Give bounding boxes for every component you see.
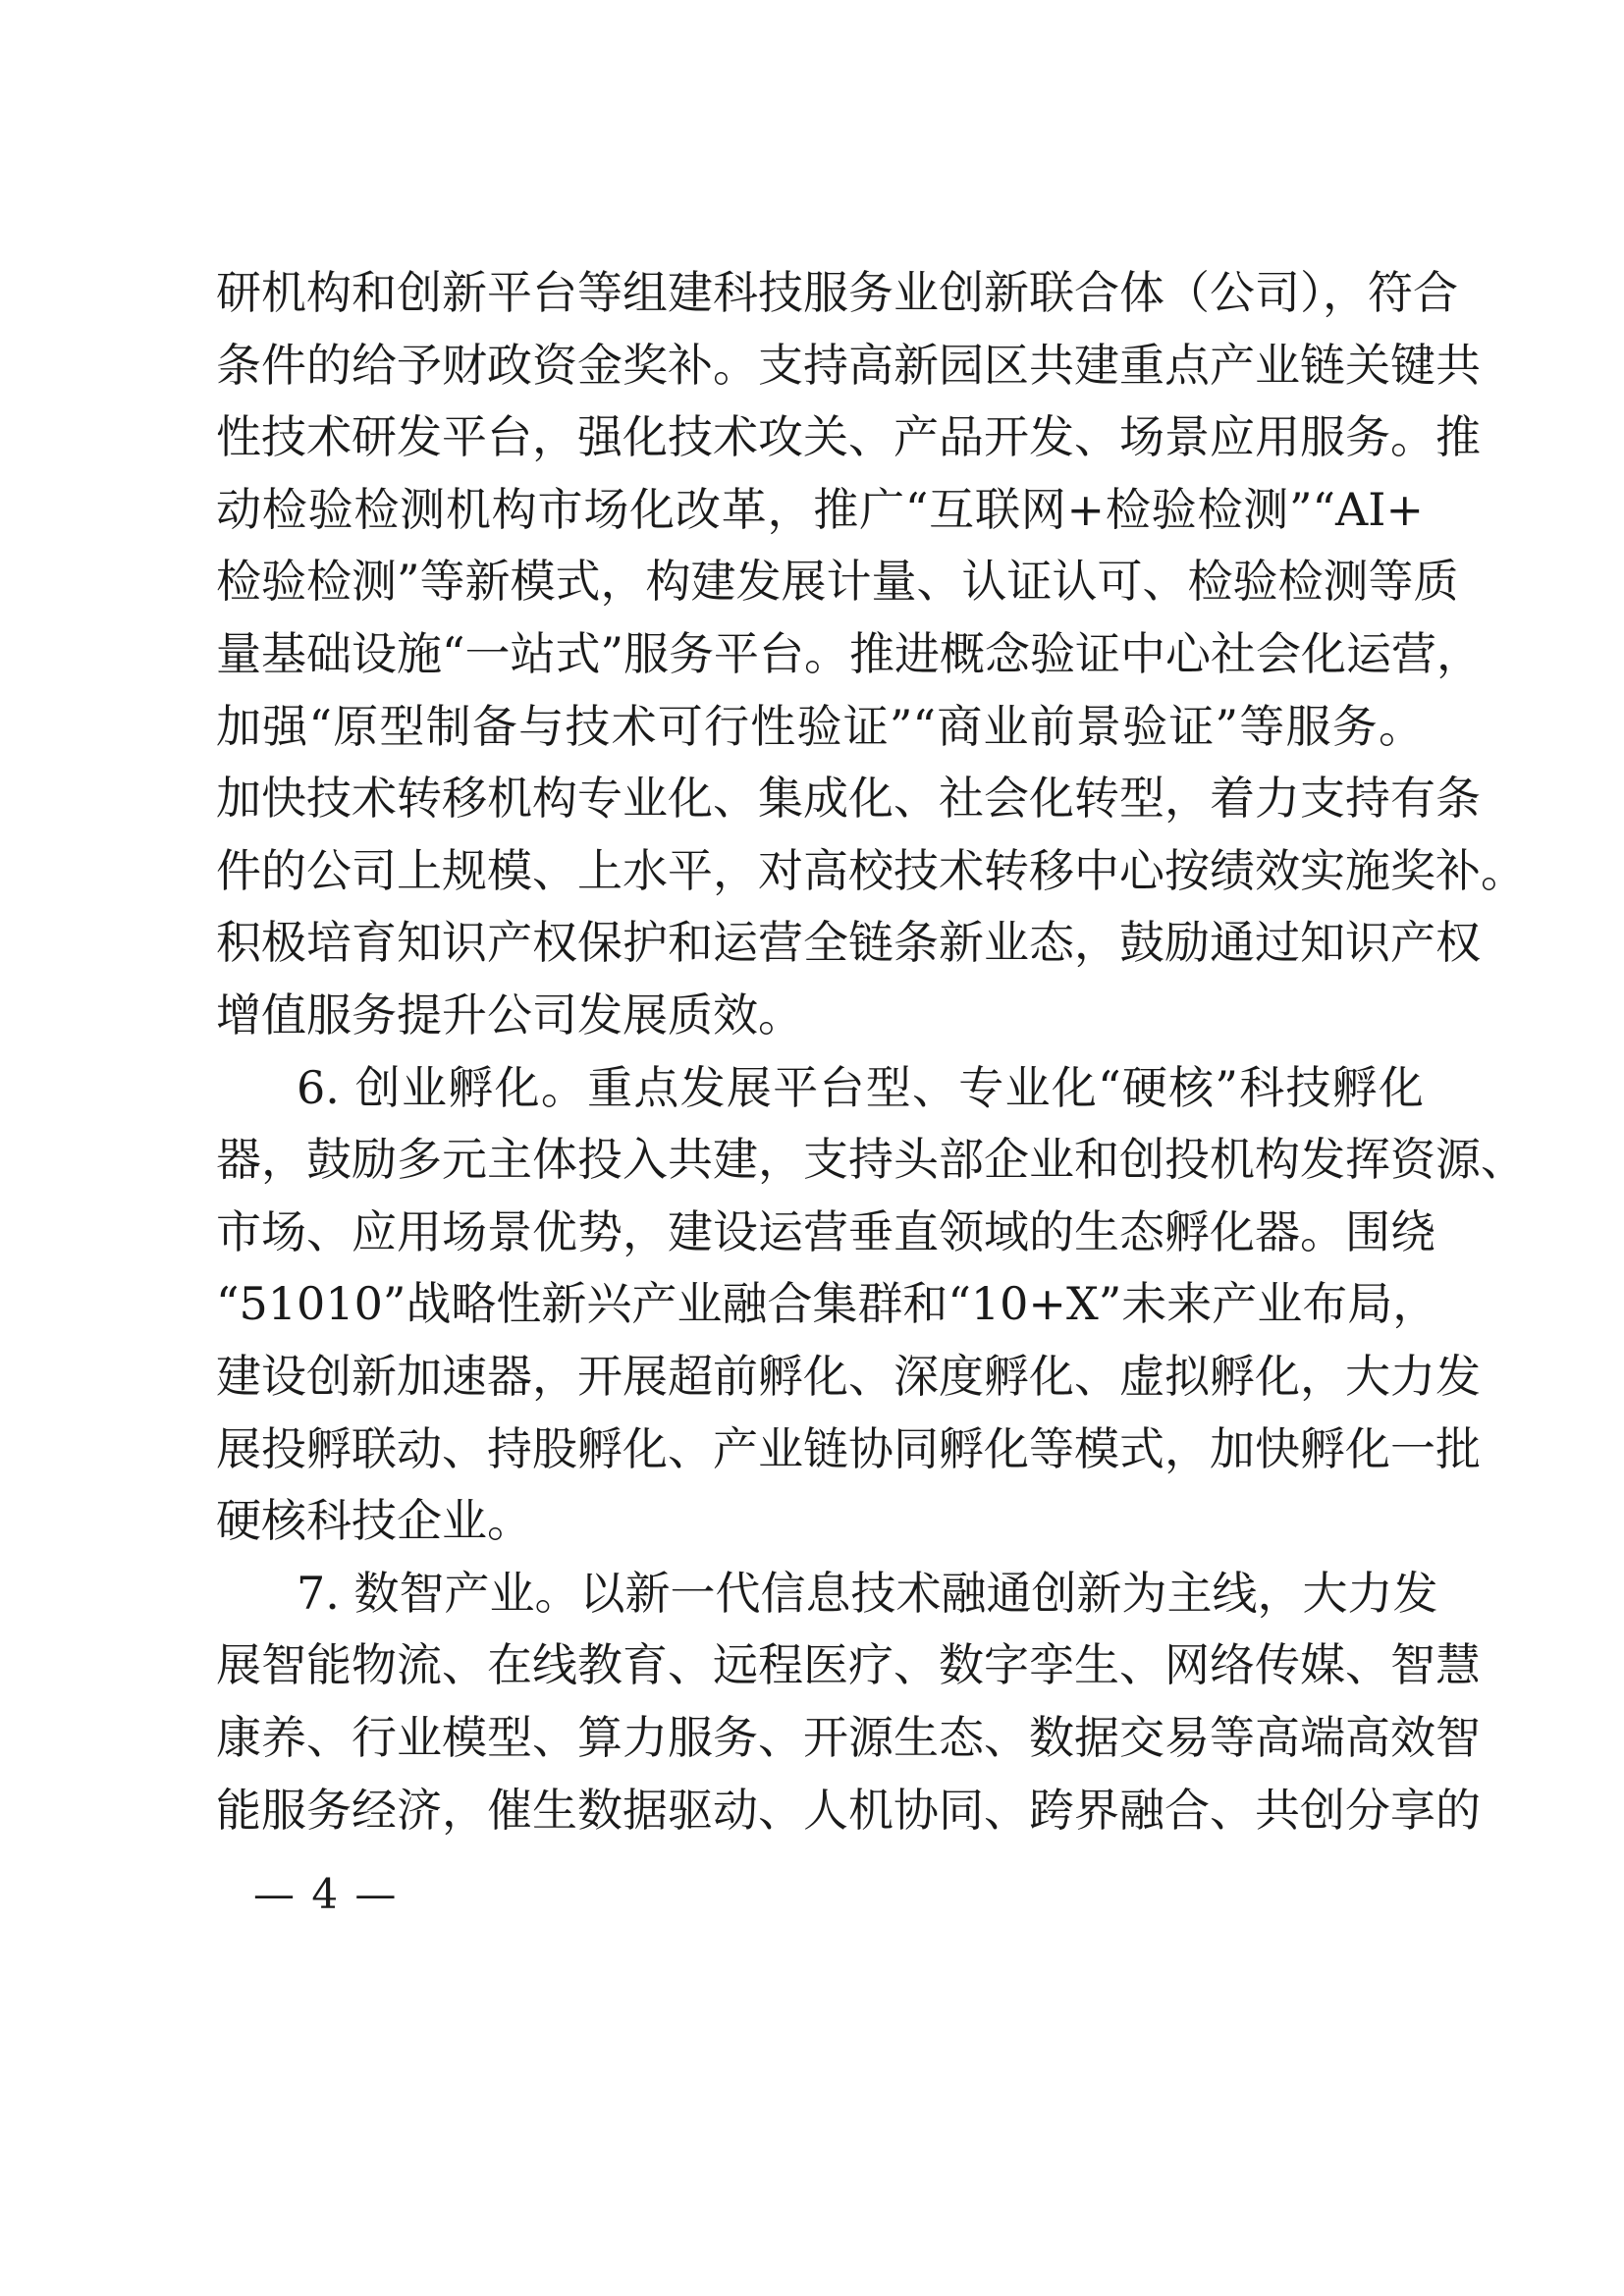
paragraph-3-line-4: 能服务经济，催生数据驱动、人机协同、跨界融合、共创分享的 [216, 1784, 1481, 1837]
paragraph-2-line-7: 硬核科技企业。 [216, 1494, 532, 1547]
paragraph-2-line-4: “51010”战略性新兴产业融合集群和“10+X”未来产业布局， [216, 1277, 1438, 1330]
paragraph-2-line-2: 器，鼓励多元主体投入共建，支持头部企业和创投机构发挥资源、 [216, 1133, 1526, 1186]
paragraph-2-line-5: 建设创新加速器，开展超前孵化、深度孵化、虚拟孵化，大力发 [216, 1350, 1481, 1403]
paragraph-1-line-7: 加强“原型制备与技术可行性验证”“商业前景验证”等服务。 [216, 700, 1424, 753]
paragraph-3-line-2: 展智能物流、在线教育、远程医疗、数字孪生、网络传媒、智慧 [216, 1638, 1481, 1691]
paragraph-1-line-8: 加快技术转移机构专业化、集成化、社会化转型，着力支持有条 [216, 772, 1481, 825]
paragraph-1-line-10: 积极培育知识产权保护和运营全链条新业态，鼓励通过知识产权 [216, 916, 1481, 969]
paragraph-1-line-3: 性技术研发平台，强化技术攻关、产品开发、场景应用服务。推 [216, 410, 1481, 463]
paragraph-1-line-4: 动检验检测机构市场化改革，推广“互联网+检验检测”“AI+ [216, 483, 1424, 536]
paragraph-1-line-1: 研机构和创新平台等组建科技服务业创新联合体（公司），符合 [216, 266, 1458, 319]
paragraph-3-line-1: 7. 数智产业。以新一代信息技术融通创新为主线，大力发 [297, 1567, 1438, 1620]
paragraph-2-line-3: 市场、应用场景优势，建设运营垂直领域的生态孵化器。围绕 [216, 1205, 1435, 1258]
paragraph-2-line-1: 6. 创业孵化。重点发展平台型、专业化“硬核”科技孵化 [297, 1061, 1424, 1114]
paragraph-1-line-2: 条件的给予财政资金奖补。支持高新园区共建重点产业链关键共 [216, 339, 1481, 392]
paragraph-2-line-6: 展投孵联动、持股孵化、产业链协同孵化等模式，加快孵化一批 [216, 1422, 1481, 1475]
page-number: — 4 — [253, 1870, 399, 1918]
paragraph-1-line-6: 量基础设施“一站式”服务平台。推进概念验证中心社会化运营， [216, 627, 1483, 680]
paragraph-1-line-9: 件的公司上规模、上水平，对高校技术转移中心按绩效实施奖补。 [216, 844, 1526, 897]
paragraph-1-line-5: 检验检测”等新模式，构建发展计量、认证认可、检验检测等质 [216, 555, 1459, 608]
paragraph-3-line-3: 康养、行业模型、算力服务、开源生态、数据交易等高端高效智 [216, 1711, 1481, 1764]
paragraph-1-line-11: 增值服务提升公司发展质效。 [216, 988, 803, 1041]
